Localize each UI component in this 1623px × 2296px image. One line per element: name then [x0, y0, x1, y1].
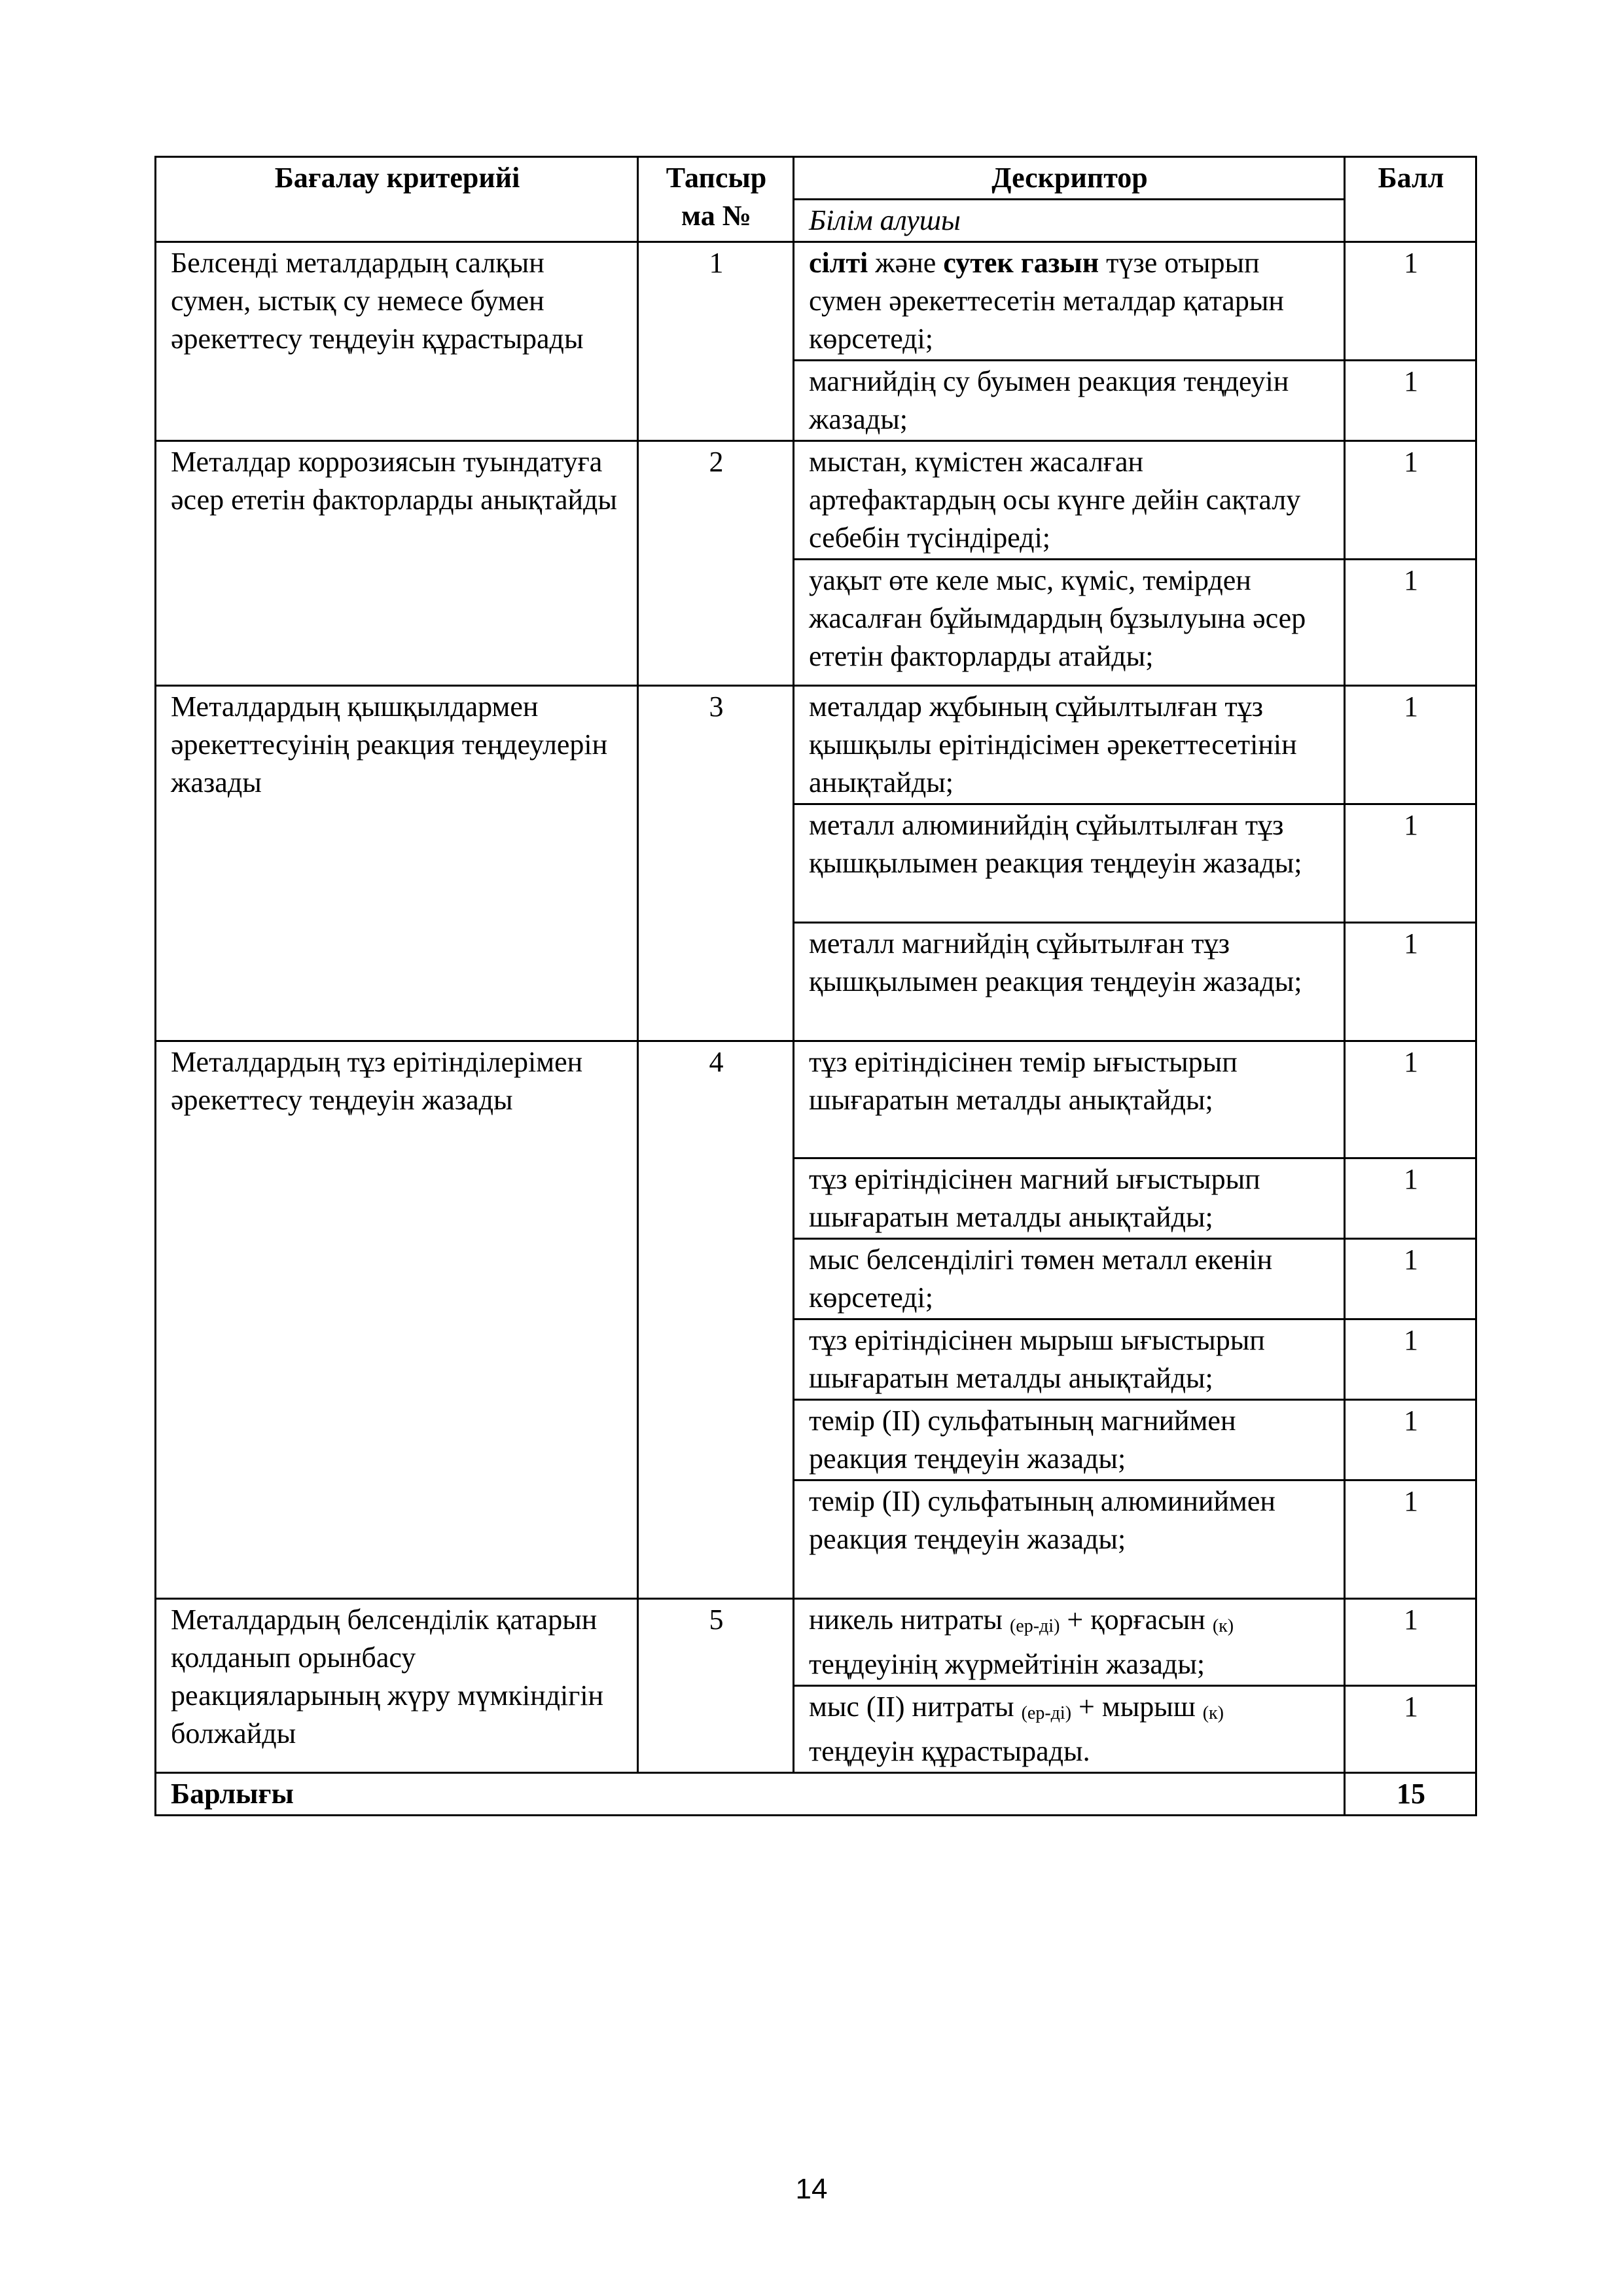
descriptor-bold-term: сілті: [809, 247, 868, 279]
descriptor-text: никель нитраты: [809, 1604, 1010, 1636]
descriptor-bold-term: сутек газын: [943, 247, 1099, 279]
descriptor-cell: металл магнийдің сұйытылған тұз қышқылымен реакция теңдеуін жазады;: [794, 923, 1345, 1041]
rubric-row: [156, 686, 1476, 804]
task-number-cell: 2: [638, 441, 794, 686]
score-cell: 1: [1345, 441, 1476, 560]
state-subscript: (к): [1212, 1616, 1234, 1636]
criterion-cell: Металдардың белсенділік қатарын қолданып орынбасу реакцияларының жүру мүмкіндігін болжайды: [156, 1599, 638, 1773]
descriptor-cell: [794, 1599, 1345, 1686]
task-number-cell: 5: [638, 1599, 794, 1773]
descriptor-text: теңдеуінің жүрмейтінін жазады;: [809, 1648, 1205, 1680]
descriptor-text: теңдеуін құрастырады.: [809, 1735, 1090, 1767]
header-criterion: Бағалау критерийі: [156, 157, 638, 242]
score-cell: 1: [1345, 1041, 1476, 1158]
descriptor-cell: темір (II) сульфатының алюминиймен реакция теңдеуін жазады;: [794, 1480, 1345, 1599]
descriptor-text: түзе отырып сумен әрекеттесетін металдар қатарын көрсетеді;: [809, 247, 1284, 355]
descriptor-cell: тұз ерітіндісінен магний ығыстырып шығаратын металды анықтайды;: [794, 1158, 1345, 1239]
state-subscript: (ер-ді): [1009, 1616, 1060, 1636]
rubric-row: [156, 242, 1476, 361]
task-number-cell: 1: [638, 242, 794, 441]
descriptor-text: және: [868, 247, 944, 279]
score-cell: 1: [1345, 560, 1476, 686]
score-cell: 1: [1345, 361, 1476, 441]
score-cell: 1: [1345, 1599, 1476, 1686]
header-score: Балл: [1345, 157, 1476, 242]
header-learner: Білім алушы: [794, 200, 1345, 242]
descriptor-cell: магнийдің су буымен реакция теңдеуін жазады;: [794, 361, 1345, 441]
total-row: [156, 1773, 1476, 1816]
score-cell: 1: [1345, 1480, 1476, 1599]
total-label: Барлығы: [156, 1773, 1345, 1816]
descriptor-cell: металл алюминийдің сұйылтылған тұз қышқылымен реакция теңдеуін жазады;: [794, 804, 1345, 923]
header-row: [156, 157, 1476, 200]
descriptor-cell: металдар жұбының сұйылтылған тұз қышқылы ерітіндісімен әрекеттесетінін анықтайды;: [794, 686, 1345, 804]
descriptor-text: + қорғасын: [1060, 1604, 1213, 1636]
task-number-cell: 3: [638, 686, 794, 1041]
state-subscript: (ер-ді): [1021, 1703, 1072, 1723]
rubric-row: [156, 441, 1476, 560]
score-cell: 1: [1345, 1239, 1476, 1319]
descriptor-cell: мыстан, күмістен жасалған артефактардың осы күнге дейін сақталу себебін түсіндіреді;: [794, 441, 1345, 560]
descriptor-text: мыс (II) нитраты: [809, 1691, 1022, 1723]
assessment-rubric-table: [154, 156, 1477, 1816]
descriptor-cell: уақыт өте келе мыс, күміс, темірден жасалған бұйымдардың бұзылуына әсер ететін факторларды атайды;: [794, 560, 1345, 686]
descriptor-cell: [794, 1686, 1345, 1773]
total-value: 15: [1345, 1773, 1476, 1816]
score-cell: 1: [1345, 686, 1476, 804]
header-task-line2: ма №: [681, 200, 751, 232]
page-number: 14: [795, 2173, 828, 2205]
criterion-cell: Металдардың тұз ерітінділерімен әрекеттесу теңдеуін жазады: [156, 1041, 638, 1599]
score-cell: 1: [1345, 1319, 1476, 1400]
score-cell: 1: [1345, 1158, 1476, 1239]
rubric-row: [156, 1041, 1476, 1158]
score-cell: 1: [1345, 923, 1476, 1041]
score-cell: 1: [1345, 242, 1476, 361]
descriptor-cell: тұз ерітіндісінен темір ығыстырып шығаратын металды анықтайды;: [794, 1041, 1345, 1158]
criterion-cell: Металдардың қышқылдармен әрекеттесуінің реакция теңдеулерін жазады: [156, 686, 638, 1041]
state-subscript: (к): [1202, 1703, 1224, 1723]
descriptor-cell: темір (II) сульфатының магниймен реакция теңдеуін жазады;: [794, 1400, 1345, 1480]
descriptor-cell: [794, 242, 1345, 361]
score-cell: 1: [1345, 804, 1476, 923]
descriptor-cell: тұз ерітіндісінен мырыш ығыстырып шығаратын металды анықтайды;: [794, 1319, 1345, 1400]
header-task-line1: Тапсыр: [666, 162, 767, 194]
descriptor-cell: мыс белсенділігі төмен металл екенін көрсетеді;: [794, 1239, 1345, 1319]
rubric-row: [156, 1599, 1476, 1686]
task-number-cell: 4: [638, 1041, 794, 1599]
header-descriptor: Дескриптор: [794, 157, 1345, 200]
criterion-cell: Металдар коррозиясын туындатуға әсер ететін факторларды анықтайды: [156, 441, 638, 686]
criterion-cell: Белсенді металдардың салқын сумен, ыстық су немесе бумен әрекеттесу теңдеуін құрастырады: [156, 242, 638, 441]
descriptor-text: + мырыш: [1071, 1691, 1203, 1723]
score-cell: 1: [1345, 1686, 1476, 1773]
header-task: [638, 157, 794, 242]
score-cell: 1: [1345, 1400, 1476, 1480]
